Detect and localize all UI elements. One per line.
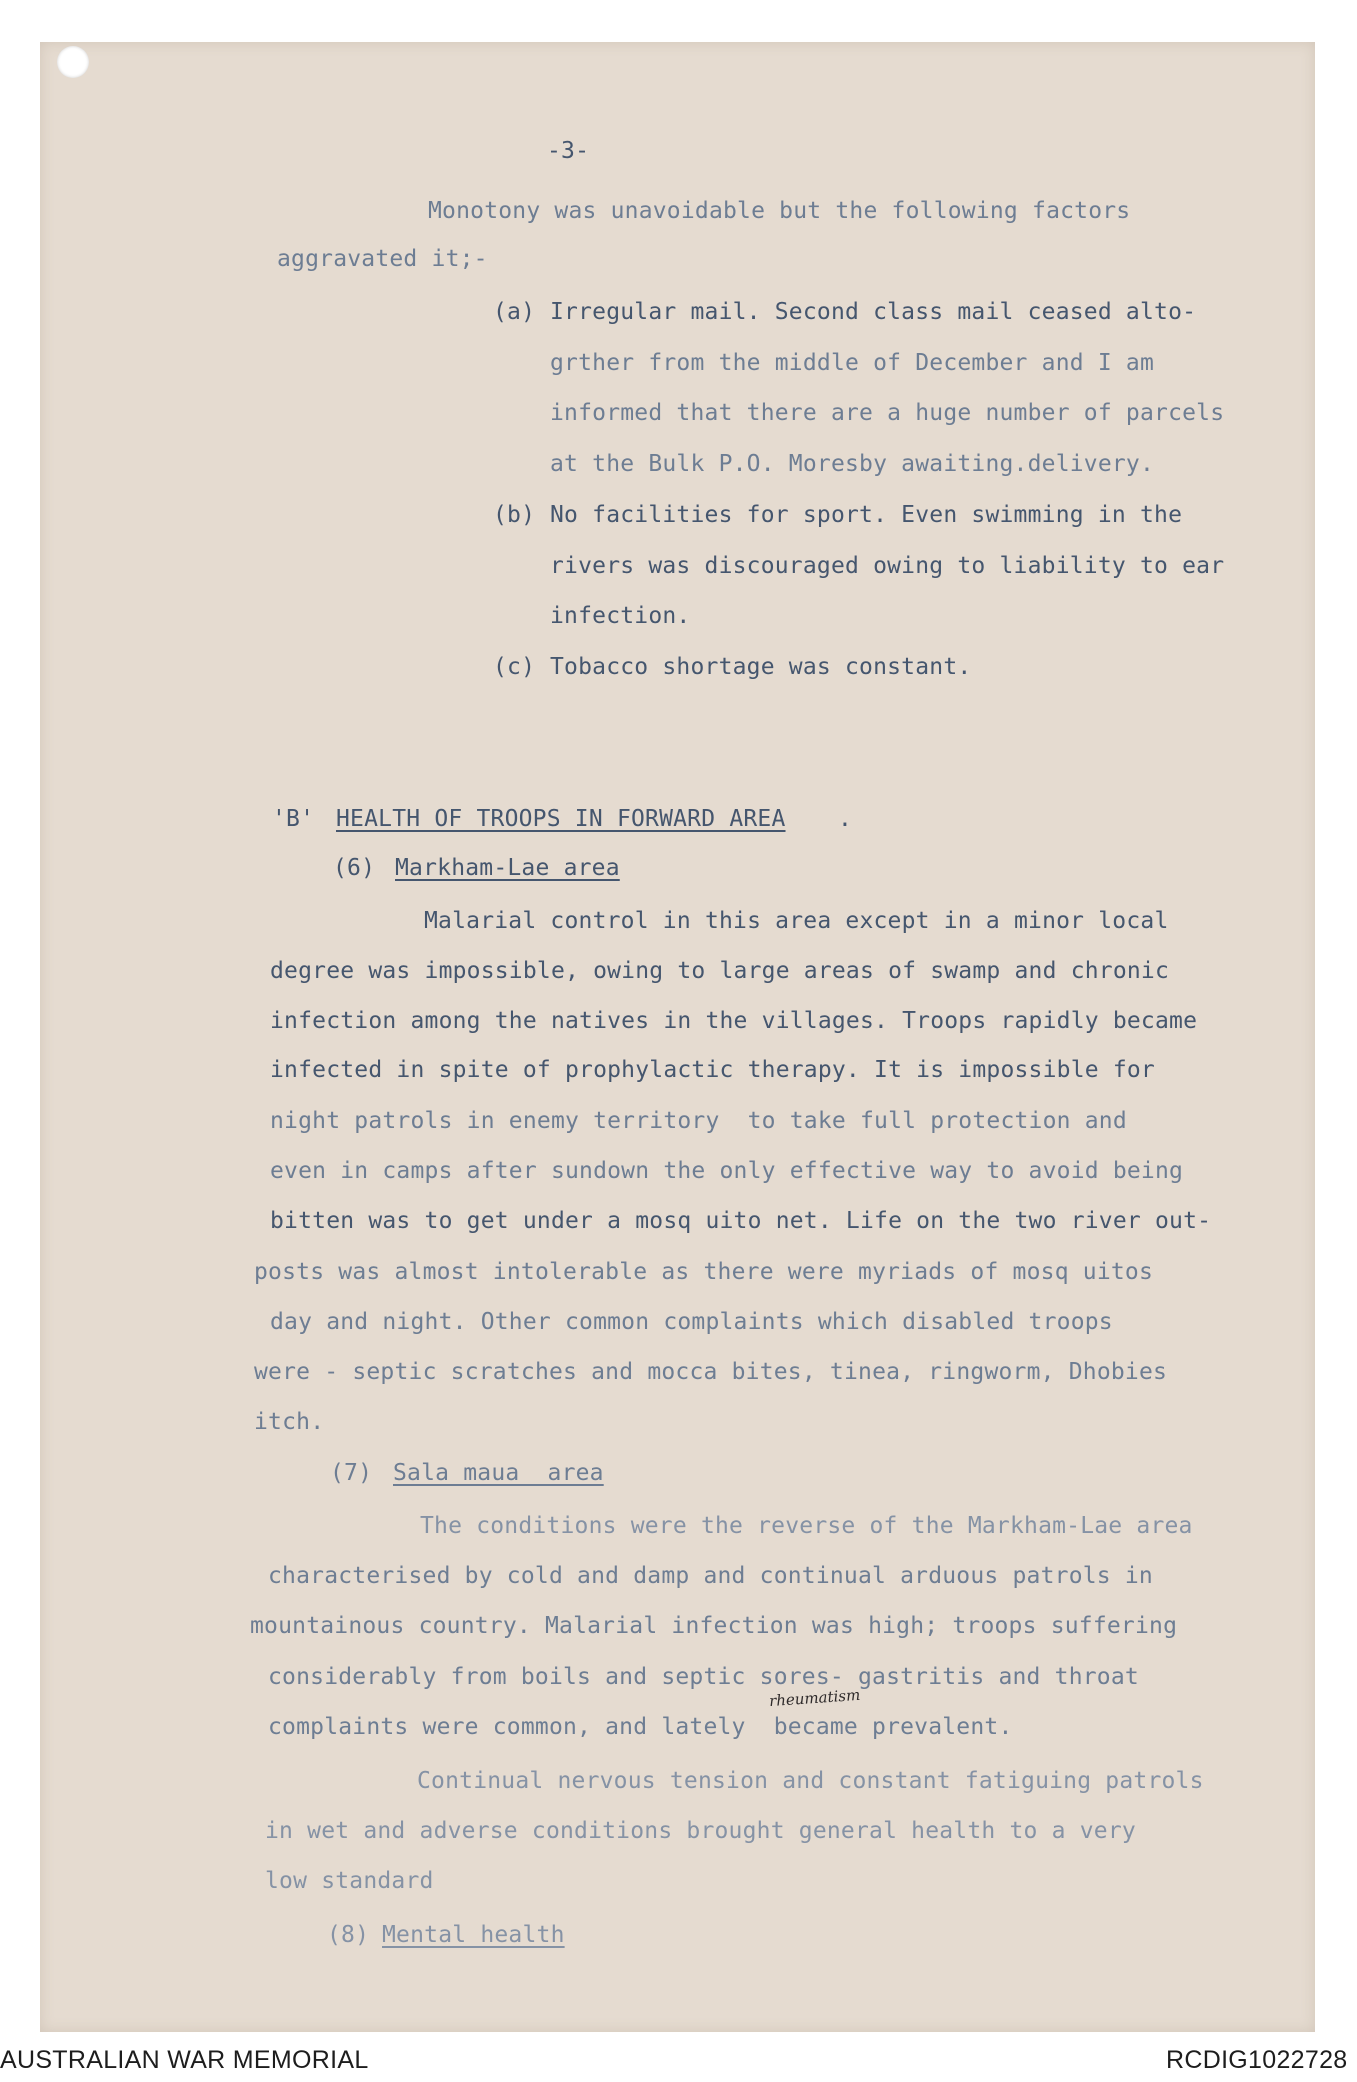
subsection-7-title: Sala maua area [393,1460,604,1486]
factor-a-line-4: at the Bulk P.O. Moresby awaiting.delivery. [550,451,1155,477]
s6-line-4: infected in spite of prophylactic therapy. It is impossible for [270,1057,1155,1083]
s7-para2-line-3: low standard [265,1868,434,1894]
factor-a-line-3: informed that there are a huge number of parcels [550,400,1225,426]
s7-line-4: considerably from boils and septic sores- gastritis and throat [268,1664,1139,1690]
factor-c-label: (c) [493,654,536,680]
s7-line-3: mountainous country. Malarial infection was high; troops suffering [250,1613,1178,1639]
factor-b-label: (b) [493,502,536,528]
subsection-8-title: Mental health [382,1922,565,1948]
section-b-prefix: 'B' [272,806,315,832]
s6-line-11: itch. [254,1409,325,1435]
s7-para2-line-1: Continual nervous tension and constant fatiguing patrols [417,1768,1204,1794]
intro-line-2: aggravated it;- [277,246,488,272]
s7-line-1: The conditions were the reverse of the Markham-Lae area [420,1513,1193,1539]
s6-line-2: degree was impossible, owing to large areas of swamp and chronic [270,958,1170,984]
factor-c-line-1: Tobacco shortage was constant. [550,654,972,680]
s6-line-8: posts was almost intolerable as there were myriads of mosq uitos [254,1259,1154,1285]
subsection-8-number: (8) [327,1922,370,1948]
subsection-7-number: (7) [330,1460,373,1486]
s6-line-3: infection among the natives in the villages. Troops rapidly became [270,1008,1198,1034]
handwritten-insertion: rheumatism [768,1685,861,1711]
s6-line-9: day and night. Other common complaints which disabled troops [270,1309,1113,1335]
page-number: -3- [547,138,590,164]
factor-b-line-3: infection. [550,603,691,629]
factor-a-label: (a) [493,299,536,325]
s6-line-7: bitten was to get under a mosq uito net. Life on the two river out- [270,1208,1212,1234]
s7-line-2: characterised by cold and damp and continual arduous patrols in [268,1563,1153,1589]
section-b-suffix: . [838,806,853,832]
footer-record-id: RCDIG1022728 [1166,2046,1348,2074]
factor-a-line-2: grther from the middle of December and I am [550,350,1155,376]
s6-line-1: Malarial control in this area except in a minor local [424,908,1169,934]
factor-b-line-2: rivers was discouraged owing to liability to ear [550,553,1225,579]
factor-b-line-1: No facilities for sport. Even swimming in the [550,502,1183,528]
factor-a-line-1: Irregular mail. Second class mail ceased alto- [550,299,1197,325]
s6-line-5: night patrols in enemy territory to take full protection and [270,1108,1127,1134]
subsection-6-title: Markham-Lae area [395,855,620,881]
footer-institution: AUSTRALIAN WAR MEMORIAL [0,2046,369,2074]
intro-line-1: Monotony was unavoidable but the following factors [428,198,1131,224]
s6-line-6: even in camps after sundown the only effective way to avoid being [270,1158,1184,1184]
subsection-6-number: (6) [333,855,376,881]
s7-para2-line-2: in wet and adverse conditions brought general health to a very [265,1818,1136,1844]
s7-line-5: complaints were common, and lately became prevalent. [268,1714,1013,1740]
s6-line-10: were - septic scratches and mocca bites, tinea, ringworm, Dhobies [254,1359,1168,1385]
section-b-heading: HEALTH OF TROOPS IN FORWARD AREA [336,806,786,832]
punch-hole [57,46,89,78]
